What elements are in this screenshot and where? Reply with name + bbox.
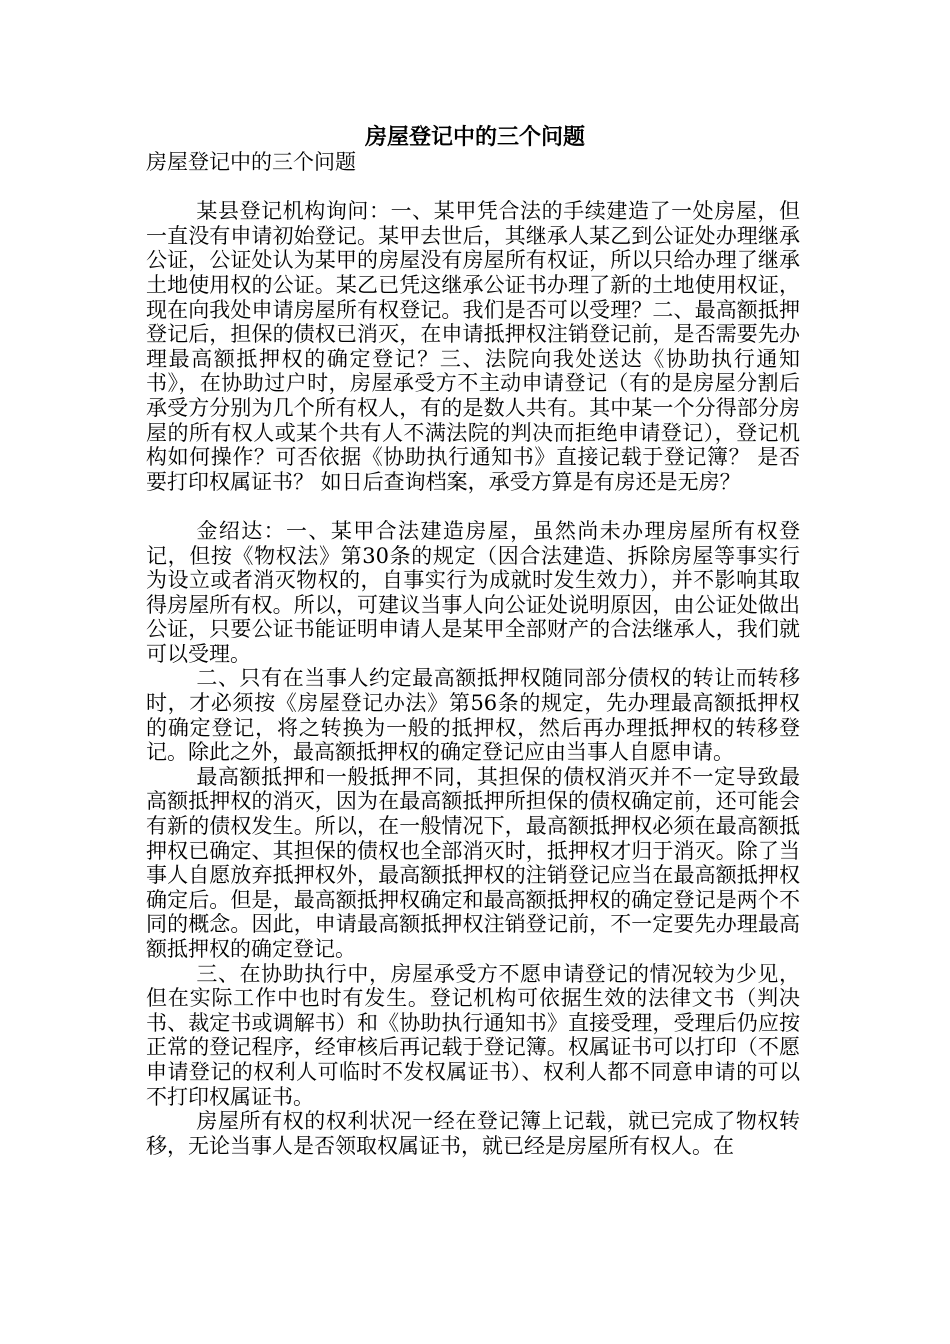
answer-paragraph-4: 三、在协助执行中，房屋承受方不愿申请登记的情况较为少见，但在实际工作中也时有发生。登记机构可依据生效的法律文书（判决书、裁定书或调解书）和《协助执行通知书》直接受理，受理后仍应按正常的登记程序，经审核后再记载于登记簿。权属证书可以打印（不愿申请登记的权利人可临时不发权属证书）、权利人都不同意申请的可以不打印权属证书。 <box>146 961 800 1109</box>
question-paragraph: 某县登记机构询问：一、某甲凭合法的手续建造了一处房屋，但一直没有申请初始登记。某甲去世后，其继承人某乙到公证处办理继承公证，公证处认为某甲的房屋没有房屋所有权证，所以只给办理了继承土地使用权的公证。某乙已凭这继承公证书办理了新的土地使用权证，现在向我处申请房屋所有权登记。我们是否可以受理？二、最高额抵押登记后，担保的债权已消灭，在申请抵押权注销登记前，是否需要先办理最高额抵押权的确定登记？三、法院向我处送达《协助执行通知书》，在协助过户时，房屋承受方不主动申请登记（有的是房屋分割后承受方分别为几个所有权人，有的是数人共有。其中某一个分得部分房屋的所有权人或某个共有人不满法院的判决而拒绝申请登记），登记机构如何操作？可否依据《协助执行通知书》直接记载于登记簿？ 是否要打印权属证书？ 如日后查询档案，承受方算是有房还是无房？ <box>146 199 800 494</box>
document-subtitle: 房屋登记中的三个问题 <box>146 150 356 174</box>
answer-paragraph-1: 金绍达：一、某甲合法建造房屋，虽然尚未办理房屋所有权登记，但按《物权法》第30条的规定（因合法建造、拆除房屋等事实行为设立或者消灭物权的，自事实行为成就时发生效力），并不影响其取得房屋所有权。所以，可建议当事人向公证处说明原因，由公证处做出公证，只要公证书能证明申请人是某甲全部财产的合法继承人，我们就可以受理。 <box>146 518 800 666</box>
document-body <box>146 150 800 1158</box>
blank-line <box>146 494 800 519</box>
answer-paragraph-3: 最高额抵押和一般抵押不同，其担保的债权消灭并不一定导致最高额抵押权的消灭，因为在最高额抵押所担保的债权确定前，还可能会有新的债权发生。所以，在一般情况下，最高额抵押权必须在最高额抵押权已确定、其担保的债权也全部消灭时，抵押权才归于消灭。除了当事人自愿放弃抵押权外，最高额抵押权的注销登记应当在最高额抵押权确定后。但是，最高额抵押权确定和最高额抵押权的确定登记是两个不同的概念。因此，申请最高额抵押权注销登记前，不一定要先办理最高额抵押权的确定登记。 <box>146 764 800 961</box>
document-title: 房屋登记中的三个问题 <box>364 124 585 150</box>
answer-paragraph-2: 二、只有在当事人约定最高额抵押权随同部分债权的转让而转移时，才必须按《房屋登记办法》第56条的规定，先办理最高额抵押权的确定登记，将之转换为一般的抵押权，然后再办理抵押权的转移登记。除此之外，最高额抵押权的确定登记应由当事人自愿申请。 <box>146 666 800 765</box>
blank-line <box>146 175 800 200</box>
answer-paragraph-5: 房屋所有权的权利状况一经在登记簿上记载，就已完成了物权转移，无论当事人是否领取权属证书，就已经是房屋所有权人。在 <box>146 1109 800 1158</box>
